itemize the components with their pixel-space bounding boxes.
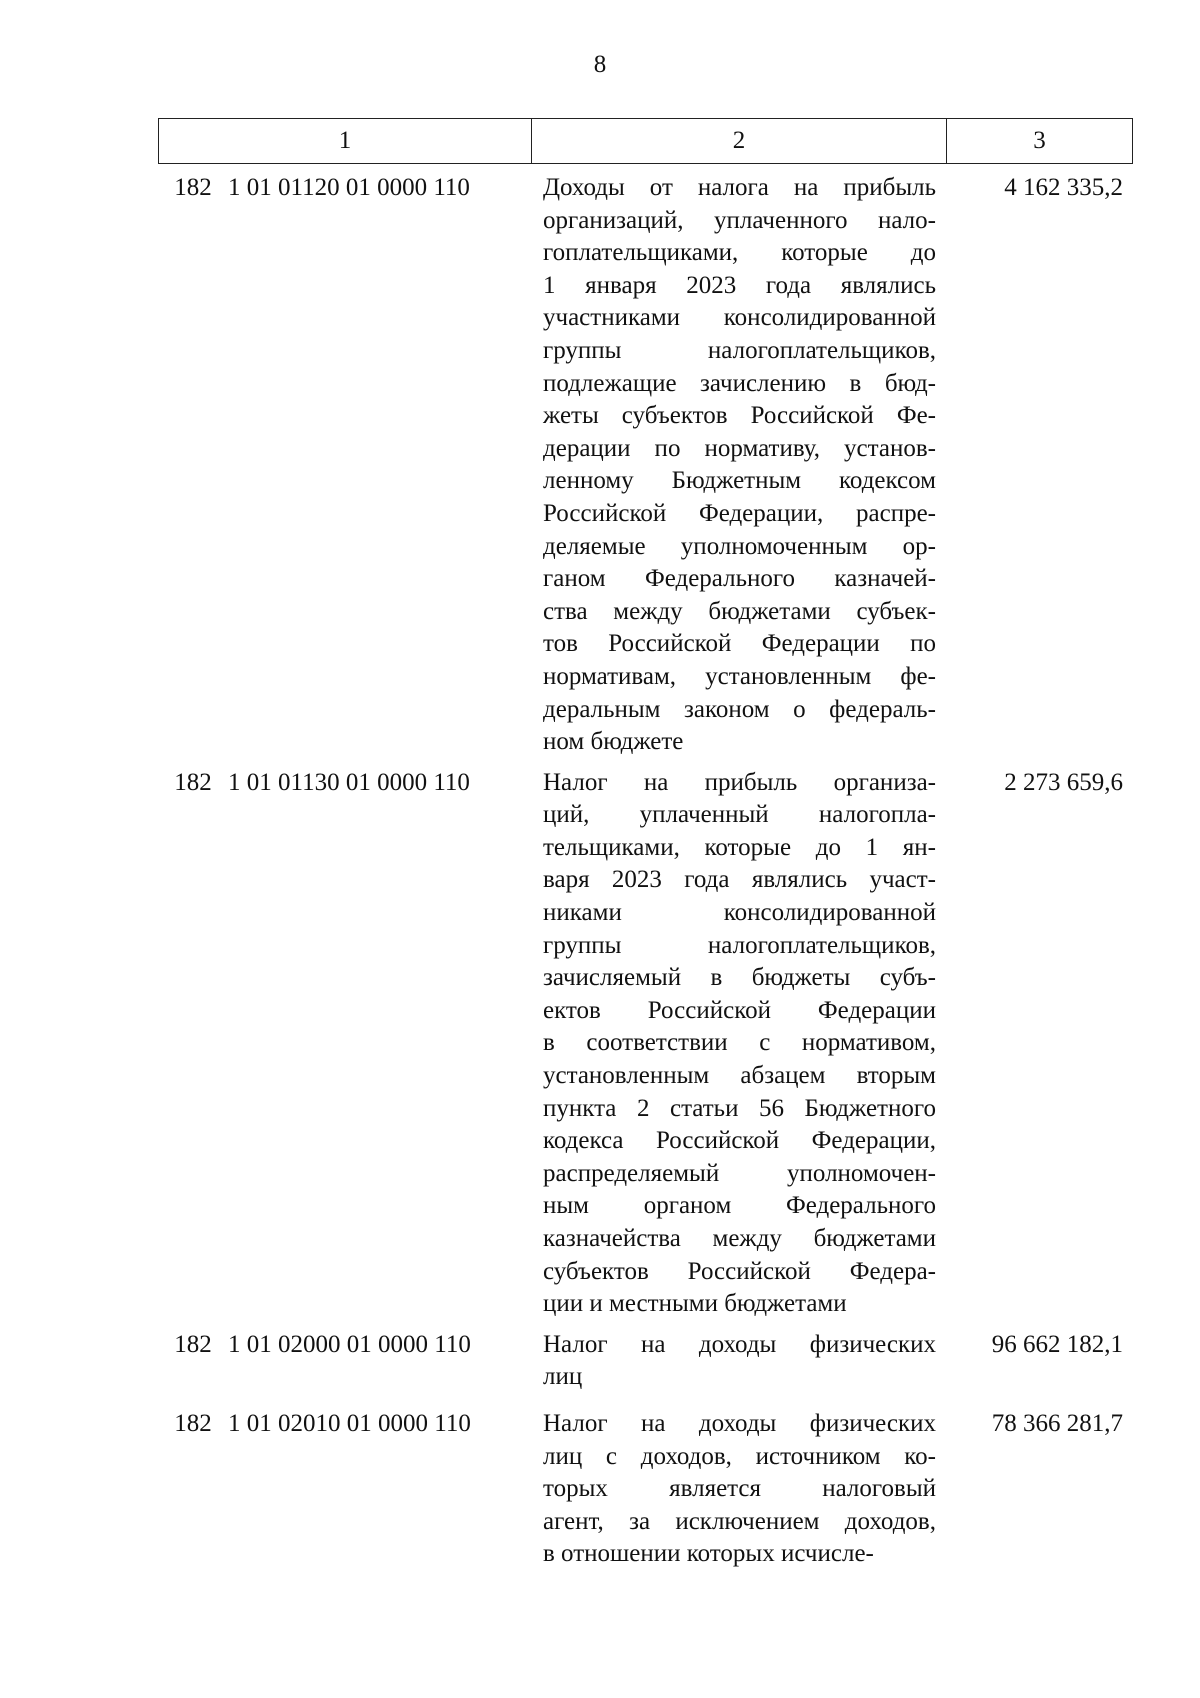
description-line: казначейства между бюджетами bbox=[543, 1225, 936, 1252]
description-line: ным органом Федерального bbox=[543, 1192, 936, 1220]
table-header-row bbox=[158, 118, 1133, 164]
description-line: никами консолидированной bbox=[543, 899, 936, 927]
description-line: субъектов Российской Федера- bbox=[543, 1257, 936, 1285]
description-line: группы налогоплательщиков, bbox=[543, 336, 936, 364]
amount: 78 366 281,7 bbox=[991, 1409, 1123, 1437]
table-row bbox=[158, 1406, 1133, 1571]
description-line: варя 2023 года являлись участ- bbox=[543, 866, 936, 894]
table-header-col-1: 1 bbox=[159, 119, 532, 163]
description-line: в соответствии с нормативом, bbox=[543, 1029, 936, 1057]
description-line: в отношении которых исчисле- bbox=[543, 1540, 874, 1568]
description-line: лиц bbox=[543, 1363, 583, 1391]
description-line: дерации по нормативу, установ- bbox=[543, 434, 936, 462]
admin-code: 182 bbox=[174, 1409, 212, 1437]
table-header-col-2: 2 bbox=[532, 119, 947, 163]
description-line: 1 января 2023 года являлись bbox=[543, 271, 936, 299]
description-line: деляемые уполномоченным ор- bbox=[543, 532, 936, 560]
description-line: агент, за исключением доходов, bbox=[543, 1507, 936, 1535]
description-line: жеты субъектов Российской Фе- bbox=[543, 402, 936, 430]
table-row bbox=[158, 1327, 1133, 1394]
table-row bbox=[158, 765, 1133, 1321]
admin-code: 182 bbox=[174, 1330, 212, 1358]
amount: 2 273 659,6 bbox=[1004, 768, 1123, 796]
description-line: пункта 2 статьи 56 Бюджетного bbox=[543, 1094, 936, 1122]
table-row bbox=[158, 170, 1133, 759]
description-line: торых является налоговый bbox=[543, 1475, 936, 1503]
budget-classification-code: 1 01 02010 01 0000 110 bbox=[228, 1409, 471, 1437]
description-line: Доходы от налога на прибыль bbox=[543, 174, 936, 201]
income-description bbox=[543, 170, 936, 759]
budget-classification-code: 1 01 02000 01 0000 110 bbox=[228, 1330, 471, 1358]
income-description bbox=[543, 1406, 936, 1571]
description-line: ном бюджете bbox=[543, 728, 684, 756]
description-line: ства между бюджетами субъек- bbox=[543, 597, 936, 625]
description-line: ленному Бюджетным кодексом bbox=[543, 467, 936, 495]
description-line: Налог на доходы физических bbox=[543, 1330, 936, 1358]
table-header-col-3: 3 bbox=[1033, 127, 1046, 154]
description-line: организаций, уплаченного нало- bbox=[543, 206, 936, 234]
amount: 96 662 182,1 bbox=[991, 1330, 1123, 1358]
admin-code: 182 bbox=[174, 174, 212, 201]
description-line: ции и местными бюджетами bbox=[543, 1290, 847, 1318]
description-line: подлежащие зачислению в бюд- bbox=[543, 369, 936, 397]
description-line: гоплательщиками, которые до bbox=[543, 239, 936, 267]
description-line: участниками консолидированной bbox=[543, 304, 936, 332]
description-line: ганом Федерального казначей- bbox=[543, 565, 936, 593]
description-line: ций, уплаченный налогопла- bbox=[543, 801, 936, 829]
income-description bbox=[543, 765, 936, 1321]
description-line: Налог на прибыль организа- bbox=[543, 768, 936, 796]
description-line: нормативам, установленным фе- bbox=[543, 662, 936, 690]
description-line: тельщиками, которые до 1 ян- bbox=[543, 833, 936, 861]
description-line: деральным законом о федераль- bbox=[543, 695, 936, 723]
table-body bbox=[158, 170, 1133, 1577]
description-line: ектов Российской Федерации bbox=[543, 996, 936, 1024]
budget-classification-code: 1 01 01130 01 0000 110 bbox=[228, 768, 470, 796]
description-line: лиц с доходов, источником ко- bbox=[543, 1442, 936, 1470]
description-line: группы налогоплательщиков, bbox=[543, 931, 936, 959]
admin-code: 182 bbox=[174, 768, 212, 796]
description-line: распределяемый уполномочен- bbox=[543, 1159, 936, 1187]
description-line: тов Российской Федерации по bbox=[543, 630, 936, 658]
budget-classification-code: 1 01 01120 01 0000 110 bbox=[228, 174, 470, 201]
description-line: кодекса Российской Федерации, bbox=[543, 1127, 936, 1155]
income-description bbox=[543, 1327, 936, 1394]
page-number: 8 bbox=[593, 51, 607, 78]
description-line: Российской Федерации, распре- bbox=[543, 499, 936, 527]
amount: 4 162 335,2 bbox=[1004, 174, 1123, 201]
description-line: Налог на доходы физических bbox=[543, 1409, 936, 1437]
description-line: установленным абзацем вторым bbox=[543, 1062, 936, 1090]
description-line: зачисляемый в бюджеты субъ- bbox=[543, 964, 936, 992]
